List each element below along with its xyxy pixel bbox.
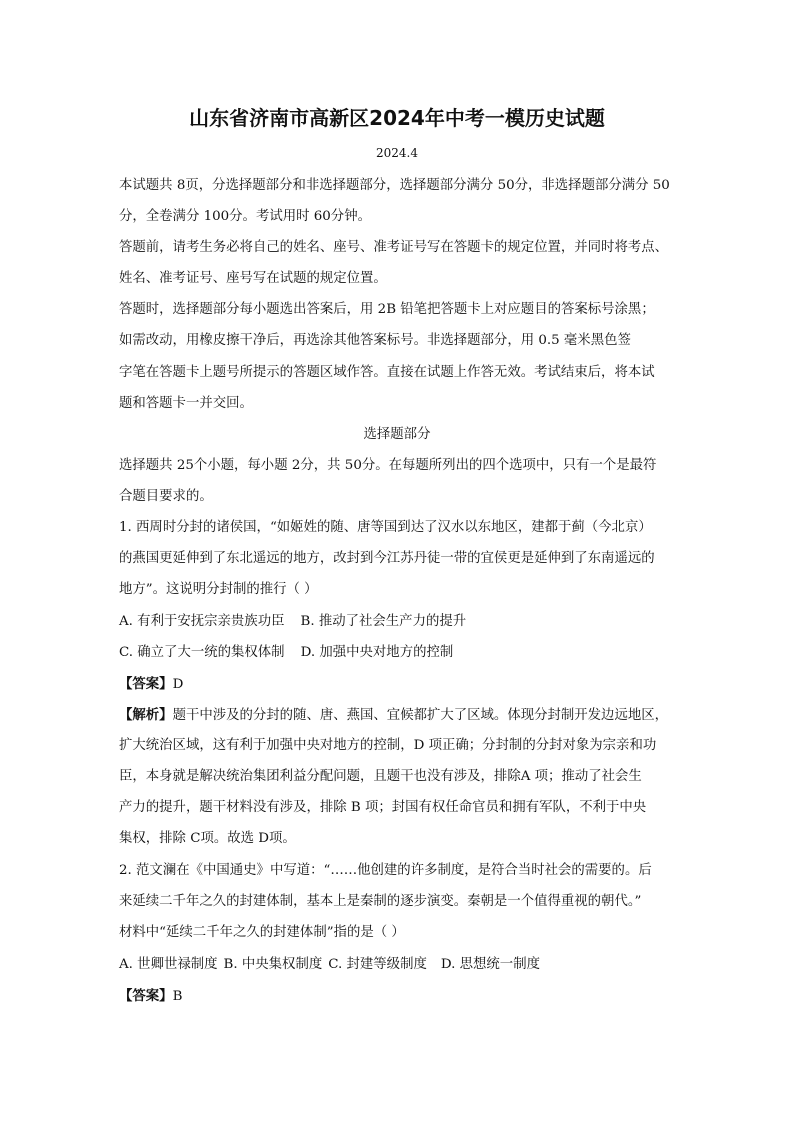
intro-line: 答题前，请考生务必将自己的姓名、座号、准考证号写在答题卡的规定位置，并同时将考点、 (119, 240, 669, 255)
option-d: D. 加强中央对地方的控制 (300, 645, 454, 660)
section-intro-line: 选择题共 25个小题，每小题 2分，共 50分。在每题所列出的四个选项中，只有一个是最符 (119, 458, 657, 473)
analysis-line: 集权，排除 C项。故选 D项。 (119, 831, 296, 846)
question-2-options-row (119, 956, 540, 974)
question-2-answer (119, 987, 182, 1006)
option-b: B. 推动了社会生产力的提升 (300, 614, 467, 629)
analysis-text: 题干中涉及的分封的随、唐、燕国、宜候都扩大了区域。体现分封制开发边远地区， (172, 708, 669, 723)
intro-line: 分，全卷满分 100分。考试用时 60分钟。 (119, 209, 371, 224)
option-c: C. 封建等级制度 (328, 957, 427, 972)
question-2-stem: 2. 范文澜在《中国通史》中写道：“……他创建的许多制度，是符合当时社会的需要的。后 (119, 863, 652, 878)
answer-value: B (172, 989, 183, 1004)
question-1-stem: 地方”。这说明分封制的推行（ ） (119, 582, 318, 597)
question-1-stem: 的燕国更延伸到了东北遥远的地方，改封到今江苏丹徒一带的宜侯更是延伸到了东南遥远的 (119, 551, 655, 566)
question-2-stem: 来延续二千年之久的封建体制，基本上是秦制的逐步演变。秦朝是一个值得重视的朝代。” (119, 894, 642, 909)
exam-date: 2024.4 (376, 146, 418, 160)
question-2-stem: 材料中“延续二千年之久的封建体制”指的是（ ） (119, 925, 405, 940)
page-title: 山东省济南市高新区2024年中考一模历史试题 (189, 106, 605, 130)
question-1-analysis (119, 706, 668, 725)
question-1-stem: 1. 西周时分封的诸侯国，“如姬姓的随、唐等国到达了汉水以东地区，建都于蓟（今北京） (119, 520, 652, 535)
intro-line: 字笔在答题卡上题号所提示的答题区域作答。直接在试题上作答无效。考试结束后，将本试 (119, 365, 655, 380)
intro-line: 题和答题卡一并交回。 (119, 396, 253, 411)
analysis-label: 【解析】 (119, 707, 173, 723)
intro-line: 答题时，选择题部分每小题选出答案后，用 2B 铅笔把答题卡上对应题目的答案标号涂黑； (119, 302, 655, 317)
option-c: C. 确立了大一统的集权体制 (119, 645, 285, 660)
option-a: A. 世卿世禄制度 (119, 957, 218, 972)
option-b: B. 中央集权制度 (223, 957, 323, 972)
question-1-answer (119, 675, 183, 694)
question-1-options-row (119, 644, 469, 662)
option-d: D. 思想统一制度 (440, 957, 540, 972)
answer-label: 【答案】 (119, 676, 173, 692)
analysis-line: 产力的提升，题干材料没有涉及，排除 B 项；封国有权任命官员和拥有军队，不利于中央 (119, 800, 647, 815)
answer-value: D (172, 677, 184, 692)
intro-line: 本试题共 8页，分选择题部分和非选择题部分，选择题部分满分 50分，非选择题部分满分 50 (119, 178, 670, 193)
section-intro-line: 合题目要求的。 (119, 489, 213, 504)
intro-line: 如需改动，用橡皮擦干净后，再选涂其他答案标号。非选择题部分，用 0.5 毫米黑色签 (119, 333, 631, 348)
answer-label: 【答案】 (119, 988, 173, 1004)
question-1-options-row (119, 613, 482, 631)
analysis-line: 扩大统治区域，这有利于加强中央对地方的控制，D 项正确；分封制的分封对象为宗亲和功 (119, 738, 657, 753)
option-a: A. 有利于安抚宗亲贵族功臣 (119, 614, 285, 629)
intro-line: 姓名、准考证号、座号写在试题的规定位置。 (119, 271, 387, 286)
analysis-line: 臣，本身就是解决统治集团利益分配问题，且题干也没有涉及，排除A 项；推动了社会生 (119, 769, 642, 784)
section-title: 选择题部分 (363, 427, 431, 442)
